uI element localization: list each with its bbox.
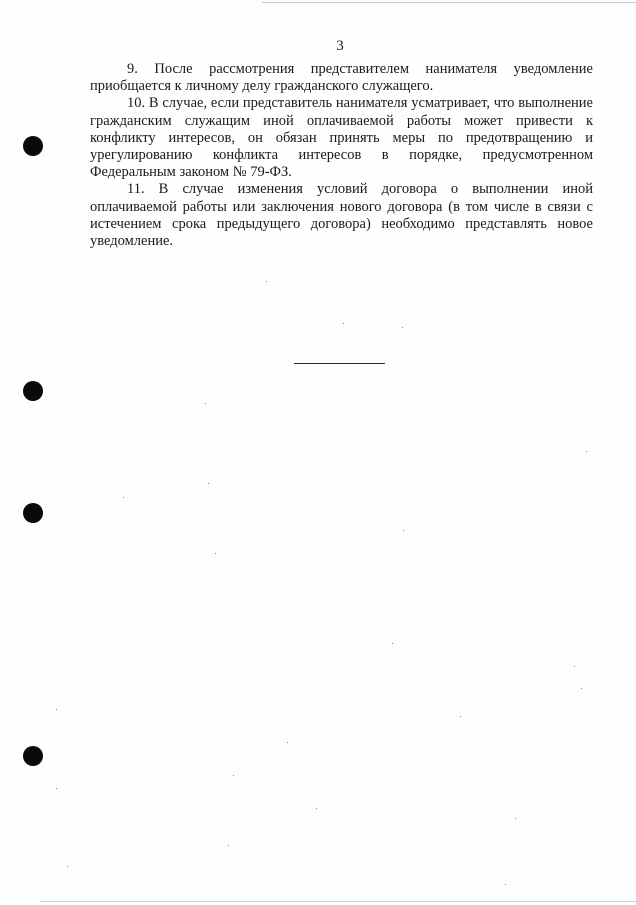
scan-speck — [287, 742, 288, 743]
scan-speck — [392, 643, 393, 644]
scan-speck — [586, 451, 587, 452]
end-of-text-divider — [294, 363, 385, 364]
scan-speck — [403, 530, 404, 531]
scan-speck — [215, 553, 216, 554]
scan-speck — [581, 688, 582, 689]
scan-speck — [67, 866, 68, 867]
scan-speck — [460, 716, 461, 717]
document-body — [90, 61, 593, 250]
punch-hole-3 — [23, 503, 43, 523]
scan-speck — [316, 808, 317, 809]
scan-speck — [574, 666, 575, 667]
paragraph-11: 11. В случае изменения условий договора о выполнении иной оплачиваемой работы или заключения нового договора (в том числе в связи с истечением срока предыдущего договора) необходимо представлять новое уведомление. — [90, 181, 593, 250]
paragraph-9: 9. После рассмотрения представителем нанимателя уведомление приобщается к личному делу гражданского служащего. — [90, 61, 593, 95]
punch-hole-1 — [23, 136, 43, 156]
scan-speck — [515, 818, 516, 819]
scan-speck — [208, 483, 209, 484]
scan-speck — [205, 403, 206, 404]
scan-speck — [123, 497, 124, 498]
page-number: 3 — [336, 38, 344, 54]
scan-speck — [56, 709, 57, 710]
scan-speck — [402, 327, 403, 328]
scan-speck — [266, 281, 267, 282]
scan-speck — [56, 788, 57, 789]
punch-hole-2 — [23, 381, 43, 401]
scan-edge-top — [262, 2, 636, 3]
paragraph-10: 10. В случае, если представитель нанимателя усматривает, что выполнение гражданским служащим иной оплачиваемой работы может привести к конфликту интересов, он обязан принять меры по предотвращению и урегулированию конфликта интересов в порядке, предусмотренном Федеральным законом № 79-ФЗ. — [90, 95, 593, 181]
scan-speck — [228, 845, 229, 846]
scan-speck — [343, 323, 344, 324]
scan-edge-bottom — [40, 901, 636, 902]
punch-hole-4 — [23, 746, 43, 766]
scan-speck — [505, 884, 506, 885]
scan-speck — [233, 775, 234, 776]
